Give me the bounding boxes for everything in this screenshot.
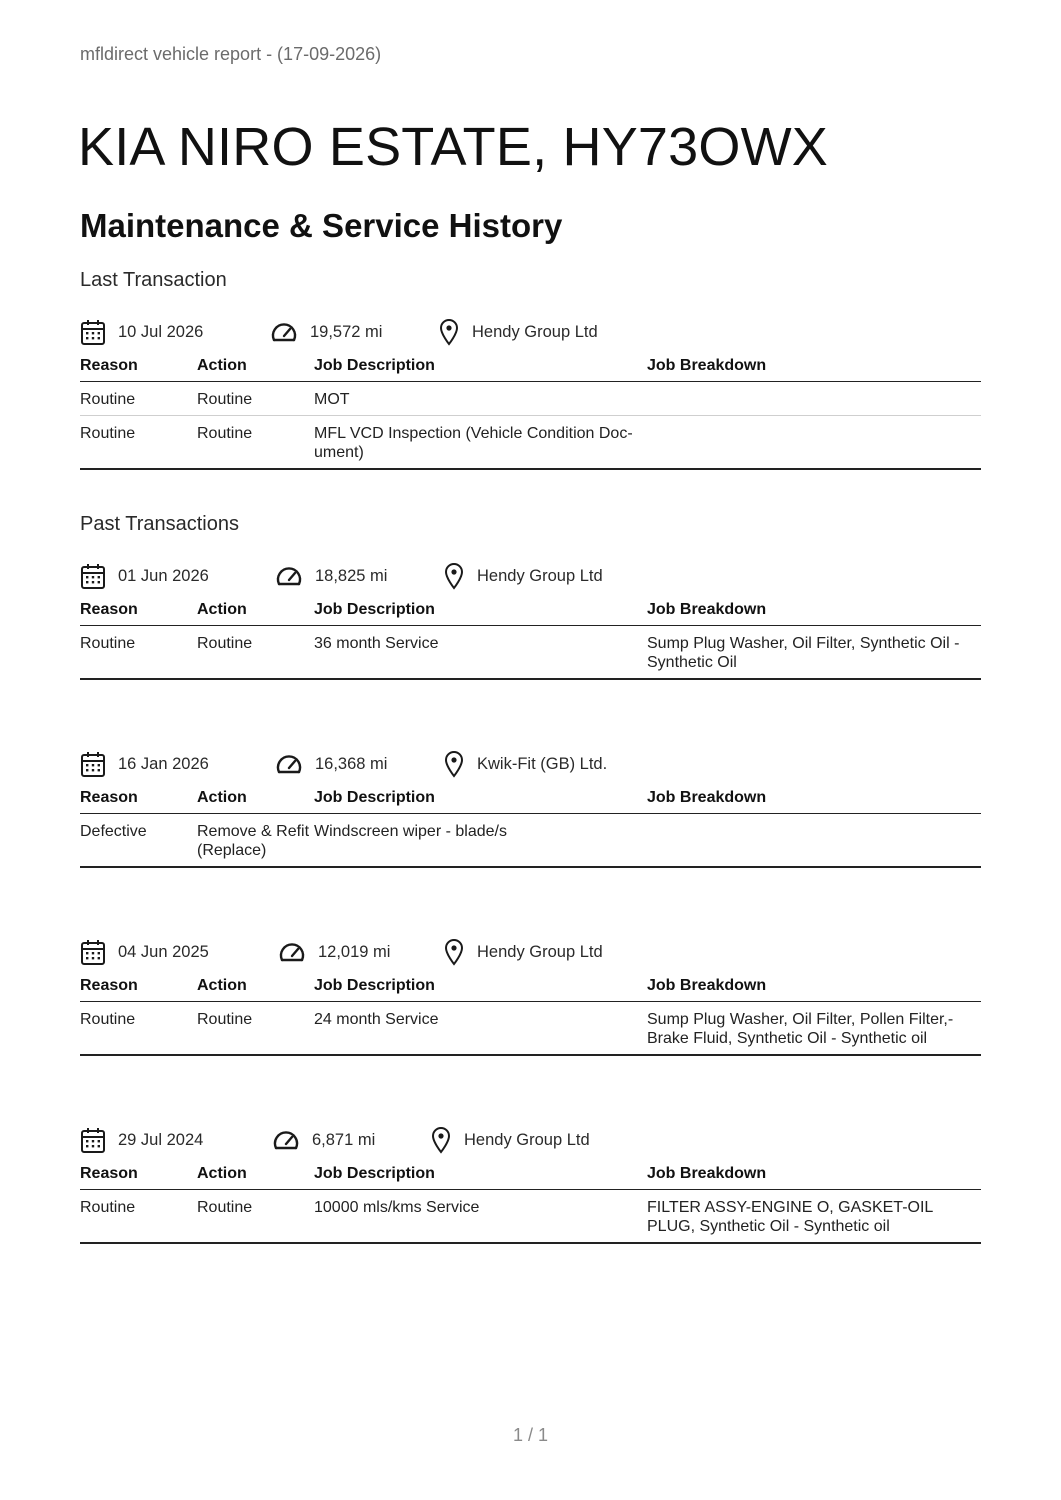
transaction-location: Hendy Group Ltd: [472, 322, 598, 341]
cell-job-breakdown: Sump Plug Washer, Oil Filter, Pollen Filter,- Brake Fluid, Synthetic Oil - Synthetic oil: [647, 1002, 981, 1056]
transaction-location: Hendy Group Ltd: [477, 566, 603, 585]
job-table: [80, 782, 981, 868]
cell-job-description: Windscreen wiper - blade/s: [314, 814, 647, 868]
cell-job-description: MFL VCD Inspection (Vehicle Condition Doc- ument): [314, 416, 647, 470]
transaction-mileage-group: [275, 560, 387, 592]
cell-action: Routine: [197, 416, 314, 470]
column-header-reason: Reason: [80, 1158, 197, 1190]
column-header-job-description: Job Description: [314, 970, 647, 1002]
transaction-mileage: 16,368 mi: [315, 754, 388, 773]
table-row: [80, 416, 981, 470]
column-header-reason: Reason: [80, 970, 197, 1002]
transaction-date-group: [80, 748, 209, 780]
cell-job-breakdown: [647, 814, 981, 868]
cell-action: Routine: [197, 1190, 314, 1244]
cell-action: Routine: [197, 382, 314, 416]
report-header-note: mfldirect vehicle report - (17-09-2026): [80, 44, 382, 64]
table-row: [80, 1002, 981, 1056]
transaction-mileage-group: [275, 748, 387, 780]
column-header-job-breakdown: Job Breakdown: [647, 594, 981, 626]
cell-job-description: MOT: [314, 382, 647, 416]
column-header-job-breakdown: Job Breakdown: [647, 782, 981, 814]
column-header-job-description: Job Description: [314, 350, 647, 382]
column-header-action: Action: [197, 350, 314, 382]
transaction-date-group: [80, 936, 209, 968]
transaction-meta: [80, 748, 981, 782]
cell-reason: Defective: [80, 814, 197, 868]
transaction-location-group: [438, 316, 598, 348]
transaction-mileage: 19,572 mi: [310, 322, 383, 341]
column-header-reason: Reason: [80, 594, 197, 626]
transaction-block: [80, 936, 981, 1056]
cell-action: Routine: [197, 1002, 314, 1056]
transaction-block: [80, 748, 981, 868]
column-header-action: Action: [197, 1158, 314, 1190]
transaction-location-group: [430, 1124, 590, 1156]
transaction-date-group: [80, 560, 209, 592]
transaction-mileage: 12,019 mi: [318, 942, 391, 961]
calendar-icon: [80, 562, 106, 590]
job-table: [80, 1158, 981, 1244]
column-header-action: Action: [197, 782, 314, 814]
transaction-block: [80, 1124, 981, 1244]
transaction-date: 29 Jul 2024: [118, 1130, 204, 1149]
transaction-meta: [80, 316, 981, 350]
section-title: Maintenance & Service History: [80, 207, 563, 244]
transaction-location-group: [443, 936, 603, 968]
transaction-mileage: 18,825 mi: [315, 566, 388, 585]
cell-action: Remove & Refit (Replace): [197, 814, 314, 868]
cell-job-breakdown: [647, 382, 981, 416]
column-header-action: Action: [197, 970, 314, 1002]
cell-job-breakdown: Sump Plug Washer, Oil Filter, Synthetic Oil - Synthetic Oil: [647, 626, 981, 680]
last-transaction-label: Last Transaction: [80, 269, 227, 291]
job-table: [80, 970, 981, 1056]
column-header-job-breakdown: Job Breakdown: [647, 350, 981, 382]
cell-reason: Routine: [80, 1190, 197, 1244]
cell-reason: Routine: [80, 1002, 197, 1056]
transaction-date: 10 Jul 2026: [118, 322, 204, 341]
transaction-meta: [80, 1124, 981, 1158]
calendar-icon: [80, 318, 106, 346]
transaction-mileage-group: [272, 1124, 375, 1156]
transaction-block: [80, 560, 981, 680]
calendar-icon: [80, 750, 106, 778]
table-row: [80, 626, 981, 680]
column-header-job-description: Job Description: [314, 1158, 647, 1190]
transaction-meta: [80, 560, 981, 594]
transaction-date-group: [80, 1124, 203, 1156]
past-transactions-label: Past Transactions: [80, 513, 239, 535]
speedometer-icon: [275, 564, 303, 588]
cell-reason: Routine: [80, 416, 197, 470]
transaction-block: [80, 316, 981, 470]
transaction-date: 01 Jun 2026: [118, 566, 209, 585]
calendar-icon: [80, 1126, 106, 1154]
transaction-date: 16 Jan 2026: [118, 754, 209, 773]
transaction-mileage-group: [278, 936, 390, 968]
column-header-job-description: Job Description: [314, 782, 647, 814]
cell-reason: Routine: [80, 382, 197, 416]
cell-job-breakdown: FILTER ASSY-ENGINE O, GASKET-OIL PLUG, Synthetic Oil - Synthetic oil: [647, 1190, 981, 1244]
location-pin-icon: [430, 1126, 452, 1154]
column-header-job-description: Job Description: [314, 594, 647, 626]
vehicle-title: KIA NIRO ESTATE, HY73OWX: [78, 117, 828, 177]
column-header-job-breakdown: Job Breakdown: [647, 970, 981, 1002]
speedometer-icon: [275, 752, 303, 776]
location-pin-icon: [443, 938, 465, 966]
table-row: [80, 814, 981, 868]
transaction-location-group: [443, 748, 607, 780]
column-header-job-breakdown: Job Breakdown: [647, 1158, 981, 1190]
location-pin-icon: [438, 318, 460, 346]
job-table: [80, 350, 981, 470]
cell-job-description: 36 month Service: [314, 626, 647, 680]
table-row: [80, 382, 981, 416]
cell-job-breakdown: [647, 416, 981, 470]
transaction-mileage: 6,871 mi: [312, 1130, 376, 1149]
speedometer-icon: [278, 940, 306, 964]
column-header-action: Action: [197, 594, 314, 626]
location-pin-icon: [443, 562, 465, 590]
transaction-date-group: [80, 316, 203, 348]
calendar-icon: [80, 938, 106, 966]
table-row: [80, 1190, 981, 1244]
page-number: 1 / 1: [512, 1425, 549, 1445]
cell-job-description: 24 month Service: [314, 1002, 647, 1056]
transaction-location: Hendy Group Ltd: [464, 1130, 590, 1149]
speedometer-icon: [272, 1128, 300, 1152]
cell-reason: Routine: [80, 626, 197, 680]
transaction-location-group: [443, 560, 603, 592]
column-header-reason: Reason: [80, 782, 197, 814]
transaction-location: Kwik-Fit (GB) Ltd.: [477, 754, 608, 773]
cell-action: Routine: [197, 626, 314, 680]
location-pin-icon: [443, 750, 465, 778]
transaction-date: 04 Jun 2025: [118, 942, 209, 961]
transaction-location: Hendy Group Ltd: [477, 942, 603, 961]
column-header-reason: Reason: [80, 350, 197, 382]
job-table: [80, 594, 981, 680]
transaction-mileage-group: [270, 316, 382, 348]
transaction-meta: [80, 936, 981, 970]
cell-job-description: 10000 mls/kms Service: [314, 1190, 647, 1244]
speedometer-icon: [270, 320, 298, 344]
